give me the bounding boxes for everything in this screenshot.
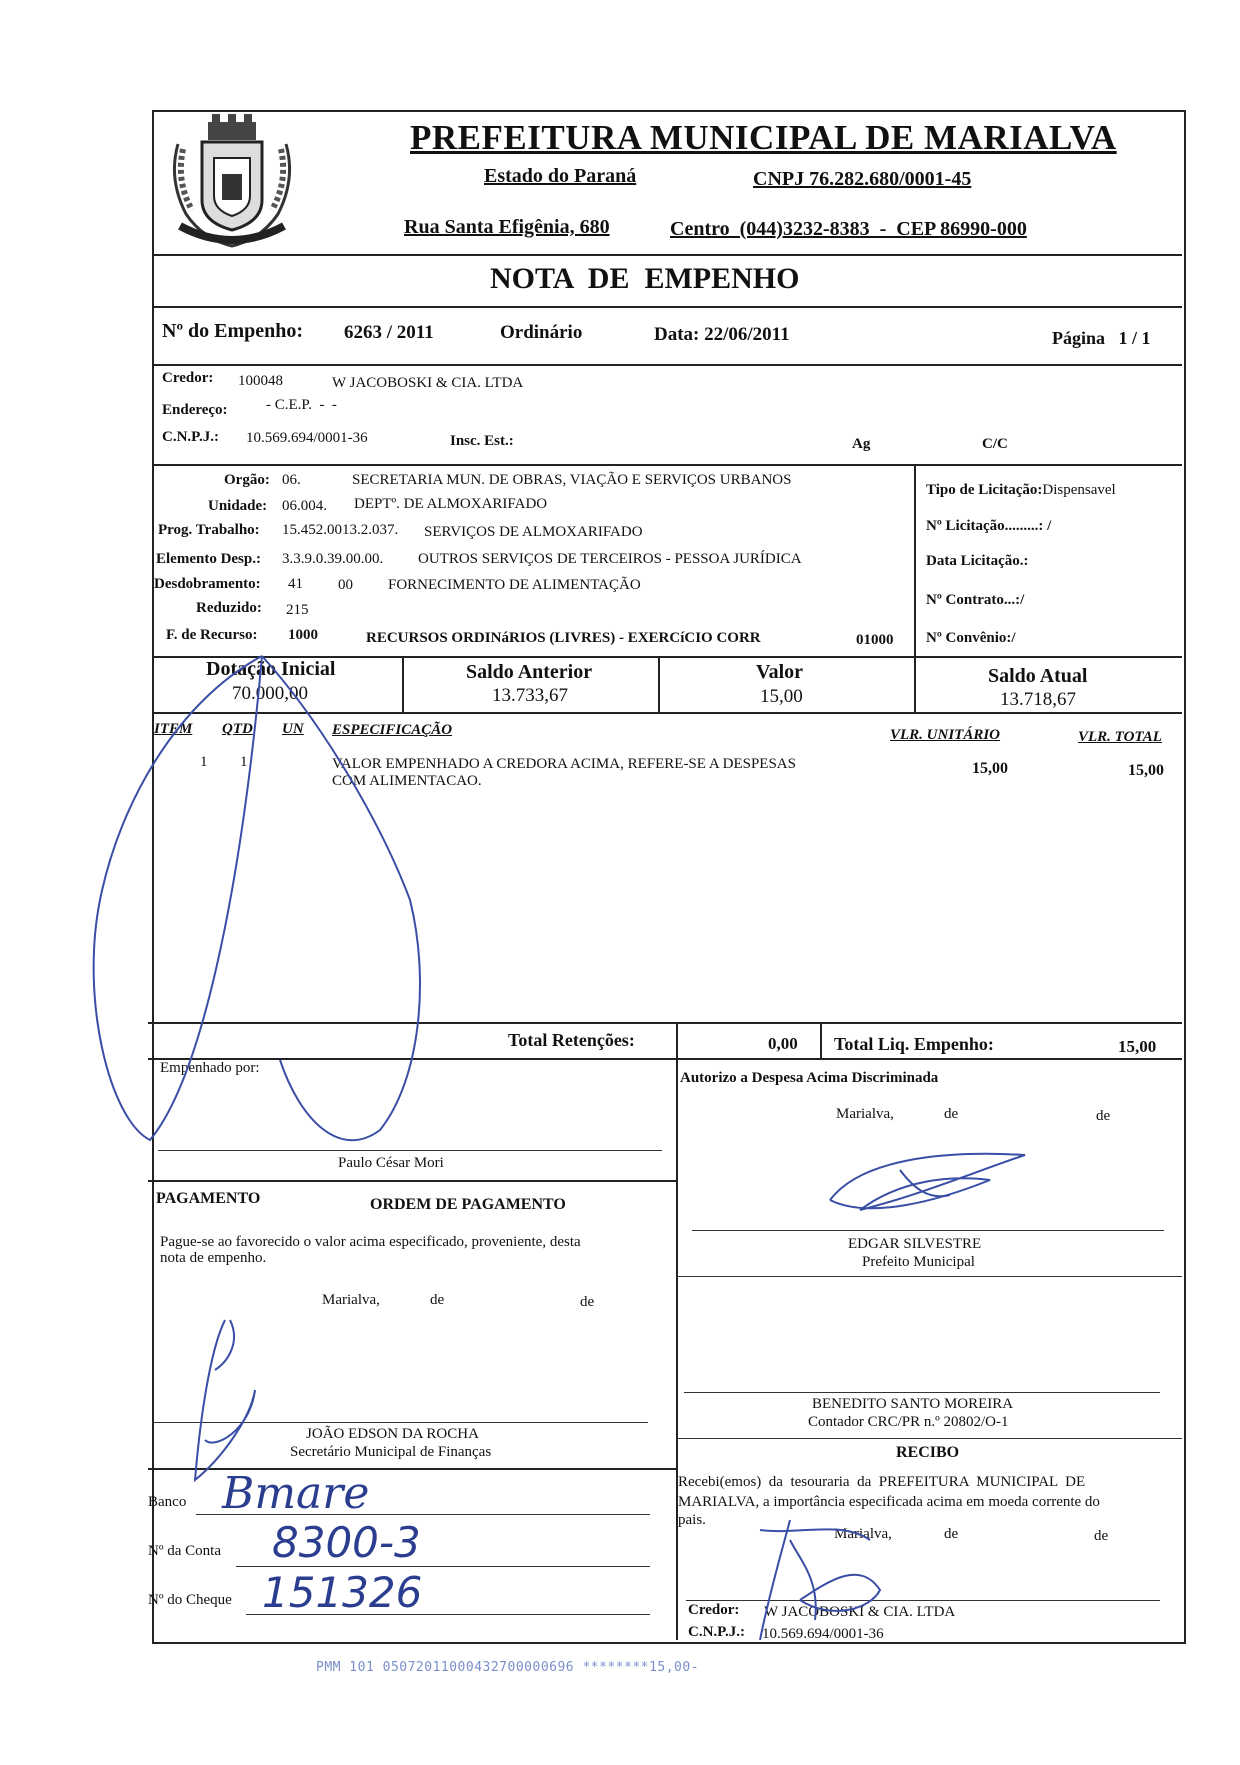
orgao-label: Orgão:: [224, 472, 270, 488]
liquido-label: Total Liq. Empenho:: [834, 1034, 994, 1054]
recibo-credor: W JACOBOSKI & CIA. LTDA: [764, 1604, 956, 1620]
street-address: Rua Santa Efigênia, 680: [404, 216, 610, 238]
credor-cnpj-label: C.N.P.J.:: [162, 429, 219, 445]
row-vlr-total: 15,00: [1128, 762, 1164, 779]
banco-label: Banco: [148, 1494, 187, 1510]
recurso-label: F. de Recurso:: [166, 627, 258, 643]
pagamento-text-line1: Pague-se ao favorecido o valor acima especificado, proveniente, desta: [160, 1234, 581, 1250]
retencoes-value: 0,00: [768, 1034, 798, 1053]
col-qtd: QTD: [222, 721, 253, 737]
retencoes-label: Total Retenções:: [508, 1030, 635, 1050]
pagamento-role: Secretário Municipal de Finanças: [290, 1444, 492, 1460]
recurso-ref: 01000: [856, 632, 894, 648]
conta-label: Nº da Conta: [148, 1543, 221, 1559]
empenhado-signer: Paulo César Mori: [338, 1155, 444, 1171]
recurso-code: 1000: [288, 627, 318, 643]
recibo-line2: MARIALVA, a importância especificada acima em moeda corrente do: [678, 1494, 1100, 1510]
insc-est-label: Insc. Est.:: [450, 433, 514, 449]
col-especificacao: ESPECIFICAÇÃO: [332, 722, 453, 738]
recibo-de1: de: [944, 1526, 959, 1542]
credor-name: W JACOBOSKI & CIA. LTDA: [332, 375, 524, 391]
address-value: - C.E.P. - -: [266, 397, 337, 413]
document-title: NOTA DE EMPENHO: [490, 262, 800, 295]
autorizo-de2: de: [1096, 1108, 1111, 1124]
pagamento-de2: de: [580, 1294, 595, 1310]
empenho-number: 6263 / 2011: [344, 322, 434, 343]
unidade-label: Unidade:: [208, 498, 268, 514]
row-qtd: 1: [240, 754, 248, 770]
coat-of-arms-icon: [158, 104, 306, 254]
col-vlr-unitario: VLR. UNITÁRIO: [890, 727, 1001, 743]
contact-line: Centro (044)3232-8383 - CEP 86990-000: [670, 218, 1027, 240]
recibo-place: Marialva,: [834, 1526, 892, 1542]
reduzido-label: Reduzido:: [196, 600, 262, 616]
pagamento-signer: JOÃO EDSON DA ROCHA: [306, 1426, 479, 1442]
agency-label: Ag: [852, 436, 871, 452]
conta-value: 8300-3: [272, 1518, 421, 1567]
prog-name: SERVIÇOS DE ALMOXARIFADO: [424, 524, 643, 540]
prog-code: 15.452.0013.2.037.: [282, 522, 399, 538]
recibo-line3: pais.: [678, 1512, 706, 1528]
credor-code: 100048: [238, 373, 283, 389]
saldo-atual-value: 13.718,67: [1000, 689, 1076, 710]
elemento-label: Elemento Desp.:: [156, 551, 261, 567]
autorizo-role: Prefeito Municipal: [862, 1254, 975, 1270]
desdobramento-name: FORNECIMENTO DE ALIMENTAÇÃO: [388, 577, 641, 593]
col-vlr-total: VLR. TOTAL: [1078, 729, 1162, 745]
autorizo-de1: de: [944, 1106, 959, 1122]
desdobramento-b: 00: [338, 577, 353, 593]
saldo-anterior-label: Saldo Anterior: [466, 661, 593, 683]
licitacao-date: Data Licitação.:: [926, 553, 1029, 569]
row-vlr-unitario: 15,00: [972, 760, 1008, 777]
cheque-value: 151326: [262, 1568, 423, 1617]
autorizo-label: Autorizo a Despesa Acima Discriminada: [680, 1070, 939, 1086]
recibo-cnpj: 10.569.694/0001-36: [762, 1626, 884, 1642]
autorizo-place: Marialva,: [836, 1106, 894, 1122]
unidade-name: DEPTº. DE ALMOXARIFADO: [354, 496, 548, 512]
recurso-name: RECURSOS ORDINáRIOS (LIVRES) - EXERCíCIO CORR: [366, 630, 761, 646]
recibo-line1: Recebi(emos) da tesouraria da PREFEITURA MUNICIPAL DE: [678, 1474, 1086, 1490]
credor-cnpj: 10.569.694/0001-36: [246, 430, 368, 446]
municipality-title: PREFEITURA MUNICIPAL DE MARIALVA: [410, 118, 1117, 157]
contador-role: Contador CRC/PR n.º 20802/O-1: [808, 1414, 1009, 1430]
desdobramento-label: Desdobramento:: [154, 576, 261, 592]
pagamento-text-line2: nota de empenho.: [160, 1250, 267, 1266]
empenho-number-label: Nº do Empenho:: [162, 320, 304, 342]
licitacao-type: Dispensavel: [1042, 482, 1116, 498]
recibo-cnpj-label: C.N.P.J.:: [688, 1624, 745, 1640]
prog-label: Prog. Trabalho:: [158, 522, 260, 538]
empenhado-label: Empenhado por:: [160, 1060, 260, 1076]
row-desc-line2: COM ALIMENTACAO.: [332, 773, 482, 789]
address-label: Endereço:: [162, 402, 228, 418]
unidade-code: 06.004.: [282, 498, 327, 514]
dotacao-label: Dotação Inicial: [206, 658, 336, 680]
licitacao-number: Nº Licitação.........: /: [926, 518, 1052, 534]
contador-signer: BENEDITO SANTO MOREIRA: [812, 1396, 1014, 1412]
contrato-number: Nº Contrato...:/: [926, 592, 1025, 608]
dotacao-value: 70.000,00: [232, 683, 308, 704]
valor-label: Valor: [756, 661, 804, 683]
autorizo-signer: EDGAR SILVESTRE: [848, 1236, 982, 1252]
empenho-date: Data: 22/06/2011: [654, 324, 790, 345]
pagamento-label: PAGAMENTO: [156, 1190, 261, 1207]
municipality-cnpj: CNPJ 76.282.680/0001-45: [753, 168, 972, 190]
col-un: UN: [282, 721, 304, 737]
liquido-value: 15,00: [1118, 1037, 1157, 1056]
row-desc-line1: VALOR EMPENHADO A CREDORA ACIMA, REFERE-SE A DESPESAS: [332, 756, 796, 772]
convenio-number: Nº Convênio:/: [926, 630, 1016, 646]
footer-code: PMM 101 05072011000432700000696 ********15,00-: [316, 1660, 700, 1675]
orgao-name: SECRETARIA MUN. DE OBRAS, VIAÇÃO E SERVIÇOS URBANOS: [352, 472, 792, 488]
reduzido-value: 215: [286, 602, 309, 618]
page-number: Página 1 / 1: [1052, 328, 1151, 348]
recibo-title: RECIBO: [896, 1444, 960, 1461]
orgao-code: 06.: [282, 472, 301, 488]
licitacao-type-label: Tipo de Licitação:Dispensavel: [926, 482, 1116, 498]
row-item: 1: [200, 754, 208, 770]
col-item: ITEM: [154, 721, 193, 737]
desdobramento-a: 41: [288, 576, 303, 592]
cheque-label: Nº do Cheque: [148, 1592, 232, 1608]
recibo-de2: de: [1094, 1528, 1109, 1544]
empenho-type: Ordinário: [500, 322, 583, 343]
ordem-pagamento-label: ORDEM DE PAGAMENTO: [370, 1196, 566, 1213]
credor-label: Credor:: [162, 370, 214, 386]
state-name: Estado do Paraná: [484, 165, 637, 187]
pagamento-de1: de: [430, 1292, 445, 1308]
saldo-anterior-value: 13.733,67: [492, 685, 568, 706]
valor-value: 15,00: [760, 686, 803, 707]
pagamento-place: Marialva,: [322, 1292, 380, 1308]
recibo-credor-label: Credor:: [688, 1602, 740, 1618]
saldo-atual-label: Saldo Atual: [988, 665, 1088, 687]
elemento-name: OUTROS SERVIÇOS DE TERCEIROS - PESSOA JURÍDICA: [418, 551, 802, 567]
banco-value: Bmare: [222, 1468, 370, 1519]
account-label: C/C: [982, 436, 1008, 452]
elemento-code: 3.3.9.0.39.00.00.: [282, 551, 384, 567]
